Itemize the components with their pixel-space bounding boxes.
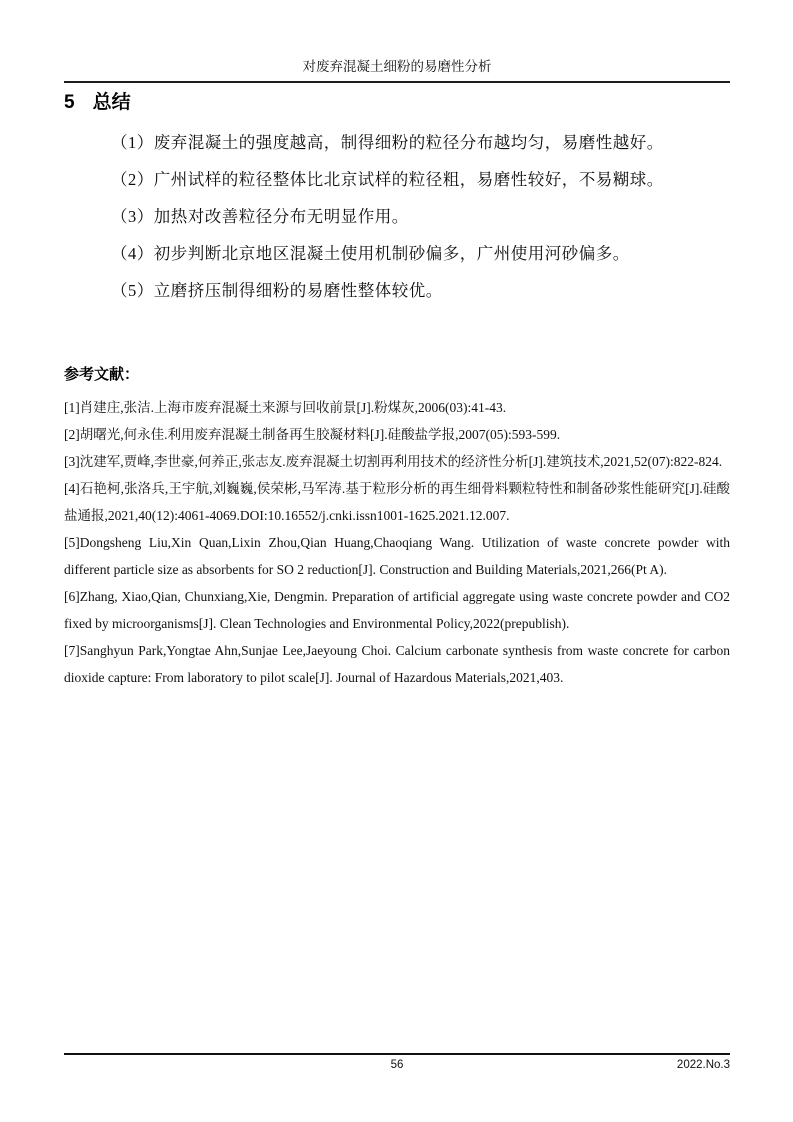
- reference-item-4: [4]石艳柯,张洛兵,王宇航,刘巍巍,侯荣彬,马军涛.基于粒形分析的再生细骨料颗粒特性和制备砂浆性能研究[J].硅酸盐通报,2021,40(12):4061-4069.DOI:10.16552/j.cnki.issn1001-1625.2021.12.007.: [64, 481, 730, 523]
- issue-label: 2022.No.3: [676, 1059, 730, 1071]
- reference-item-1: [1]肖建庄,张洁.上海市废弃混凝土来源与回收前景[J].粉煤灰,2006(03):41-43.: [64, 400, 507, 415]
- conclusion-item-4: （4）初步判断北京地区混凝土使用机制砂偏多，广州使用河砂偏多。: [111, 244, 630, 263]
- conclusion-item-5: （5）立磨挤压制得细粉的易磨性整体较优。: [111, 281, 443, 300]
- conclusion-item-2: （2）广州试样的粒径整体比北京试样的粒径粗，易磨性较好，不易糊球。: [111, 170, 664, 189]
- section-number: 5: [64, 92, 75, 113]
- reference-item-3: [3]沈建军,贾峰,李世豪,何养正,张志友.废弃混凝土切割再利用技术的经济性分析[J].建筑技术,2021,52(07):822-824.: [64, 454, 723, 469]
- running-head-title: 对废弃混凝土细粉的易磨性分析: [302, 59, 492, 74]
- header-divider: [64, 81, 730, 83]
- reference-item-2: [2]胡曙光,何永佳.利用废弃混凝土制备再生胶凝材料[J].硅酸盐学报,2007(05):593-599.: [64, 427, 561, 442]
- reference-item-7: [7]Sanghyun Park,Yongtae Ahn,Sunjae Lee,Jaeyoung Choi. Calcium carbonate synthesis from waste concrete for carbon dioxide capture: From laboratory to pilot scale[J]. Journal of Hazardous Materials,2021,403.: [64, 643, 730, 685]
- section-title: 总结: [92, 92, 131, 113]
- reference-item-6: [6]Zhang, Xiao,Qian, Chunxiang,Xie, Dengmin. Preparation of artificial aggregate using waste concrete powder and CO2 fixed by microorganisms[J]. Clean Technologies and Environmental Policy,2022(prepublish).: [64, 589, 730, 631]
- conclusion-list: [64, 134, 730, 300]
- conclusion-item-3: （3）加热对改善粒径分布无明显作用。: [111, 207, 409, 226]
- footer-row: [64, 1059, 730, 1075]
- section-heading: [64, 91, 730, 115]
- references-heading: 参考文献：: [64, 367, 140, 383]
- footer-divider: [64, 1053, 730, 1055]
- references-section: [64, 366, 730, 691]
- page-content: [64, 0, 730, 691]
- page-footer: [64, 1053, 730, 1075]
- conclusion-item-1: （1）废弃混凝土的强度越高，制得细粉的粒径分布越均匀，易磨性越好。: [111, 133, 664, 152]
- page-number: 56: [390, 1059, 404, 1071]
- reference-item-5: [5]Dongsheng Liu,Xin Quan,Lixin Zhou,Qian Huang,Chaoqiang Wang. Utilization of waste concrete powder with different particle size as absorbents for SO 2 reduction[J]. Construction and Building Materials,2021,266(Pt A).: [64, 535, 730, 577]
